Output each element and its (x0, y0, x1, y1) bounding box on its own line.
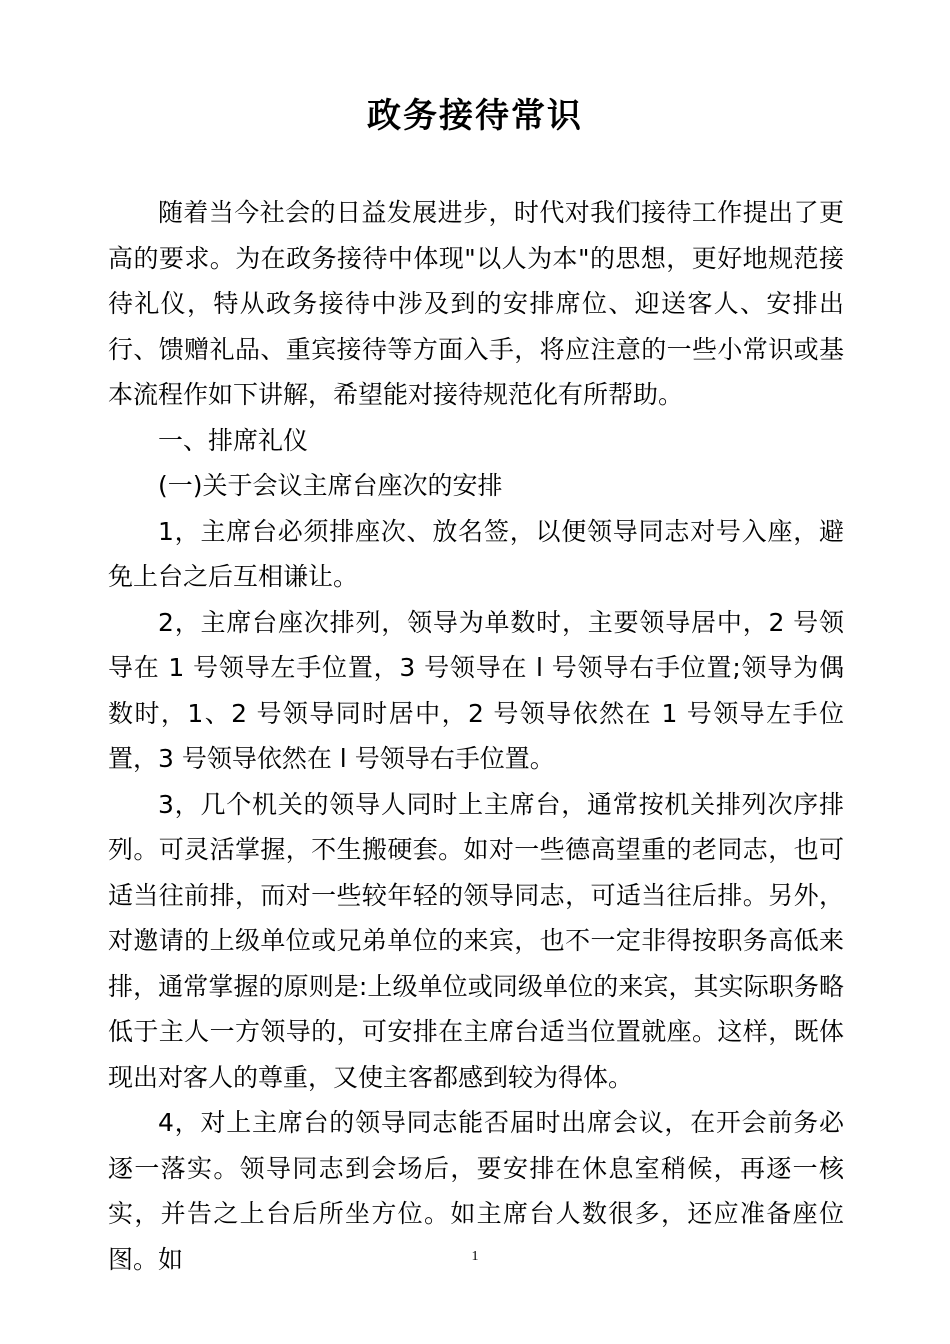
paragraph-item-2: 2，主席台座次排列，领导为单数时，主要领导居中，2 号领导在 1 号领导左手位置，3 号领导在 l 号领导右手位置;领导为偶数时，1、2 号领导同时居中，2 号领导依然在 1 号领导左手位置，3 号领导依然在 l 号领导右手位置。 (108, 607, 844, 773)
paragraph-item-4: 4，对上主席台的领导同志能否届时出席会议，在开会前务必逐一落实。领导同志到会场后，要安排在休息室稍候，再逐一核实，并告之上台后所坐方位。如主席台人数很多，还应准备座位图。如 (108, 1108, 844, 1274)
paragraph-item-3: 3，几个机关的领导人同时上主席台，通常按机关排列次序排列。可灵活掌握，不生搬硬套。如对一些德高望重的老同志，也可适当往前排，而对一些较年轻的领导同志，可适当往后排。另外，对邀请的上级单位或兄弟单位的来宾，也不一定非得按职务高低来排，通常掌握的原则是:上级单位或同级单位的来宾，其实际职务略低于主人一方领导的，可安排在主席台适当位置就座。这样，既体现出对客人的尊重，又使主客都感到较为得体。 (108, 789, 844, 1092)
paragraph-intro: 随着当今社会的日益发展进步，时代对我们接待工作提出了更高的要求。为在政务接待中体现"以人为本"的思想，更好地规范接待礼仪，特从政务接待中涉及到的安排席位、迎送客人、安排出行、馈赠礼品、重宾接待等方面入手，将应注意的一些小常识或基本流程作如下讲解，希望能对接待规范化有所帮助。 (108, 198, 844, 409)
page-number: 1 (471, 1249, 479, 1264)
document-body (108, 190, 844, 1282)
document-title: 政务接待常识 (367, 96, 583, 136)
paragraph-item-1: 1，主席台必须排座次、放名签，以便领导同志对号入座，避免上台之后互相谦让。 (108, 516, 844, 591)
subsection-heading: (一)关于会议主席台座次的安排 (158, 471, 503, 500)
section-heading: 一、排席礼仪 (158, 425, 309, 455)
